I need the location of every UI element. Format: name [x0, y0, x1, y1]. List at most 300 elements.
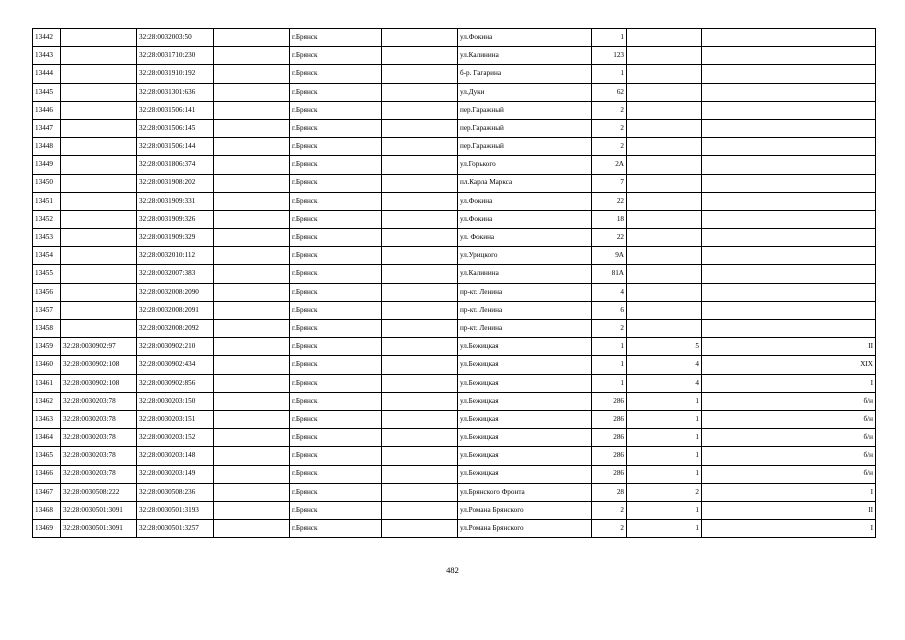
empty-cell — [214, 265, 290, 283]
city-cell: г.Брянск — [290, 247, 382, 265]
premises-number-cell — [702, 47, 876, 65]
table-row — [33, 192, 876, 210]
cadastral-number-cell: 32:28:0030902:210 — [137, 338, 214, 356]
parent-cadastral-cell — [61, 47, 137, 65]
floor-cell — [627, 301, 702, 319]
premises-number-cell — [702, 229, 876, 247]
house-number-cell: 2 — [592, 501, 627, 519]
house-number-cell: 18 — [592, 210, 627, 228]
premises-number-cell — [702, 101, 876, 119]
premises-number-cell: I — [702, 374, 876, 392]
cadastral-number-cell: 32:28:0030501:3257 — [137, 520, 214, 538]
empty-cell — [214, 465, 290, 483]
street-cell: пер.Гаражный — [458, 138, 592, 156]
street-cell: ул.Бежицкая — [458, 356, 592, 374]
empty-cell — [382, 210, 458, 228]
row-number-cell: 13458 — [33, 320, 61, 338]
table-row — [33, 174, 876, 192]
premises-number-cell — [702, 156, 876, 174]
street-cell: ул.Бежицкая — [458, 429, 592, 447]
parent-cadastral-cell: 32:28:0030203:78 — [61, 392, 137, 410]
premises-number-cell — [702, 192, 876, 210]
city-cell: г.Брянск — [290, 465, 382, 483]
city-cell: г.Брянск — [290, 119, 382, 137]
street-cell: ул.Брянского Фронта — [458, 483, 592, 501]
house-number-cell: 28 — [592, 483, 627, 501]
house-number-cell: 1 — [592, 29, 627, 47]
house-number-cell: 1 — [592, 374, 627, 392]
row-number-cell: 13451 — [33, 192, 61, 210]
row-number-cell: 13462 — [33, 392, 61, 410]
empty-cell — [382, 156, 458, 174]
cadastral-number-cell: 32:28:0030902:856 — [137, 374, 214, 392]
floor-cell — [627, 229, 702, 247]
empty-cell — [382, 247, 458, 265]
empty-cell — [214, 501, 290, 519]
floor-cell: 1 — [627, 465, 702, 483]
house-number-cell: 286 — [592, 429, 627, 447]
street-cell: б-р. Гагарина — [458, 65, 592, 83]
city-cell: г.Брянск — [290, 65, 382, 83]
cadastral-number-cell: 32:28:0030203:149 — [137, 465, 214, 483]
empty-cell — [382, 174, 458, 192]
street-cell: пл.Карла Маркса — [458, 174, 592, 192]
parent-cadastral-cell — [61, 283, 137, 301]
register-table — [32, 28, 876, 538]
city-cell: г.Брянск — [290, 83, 382, 101]
row-number-cell: 13444 — [33, 65, 61, 83]
row-number-cell: 13468 — [33, 501, 61, 519]
parent-cadastral-cell: 32:28:0030203:78 — [61, 429, 137, 447]
parent-cadastral-cell — [61, 101, 137, 119]
parent-cadastral-cell — [61, 119, 137, 137]
table-row — [33, 283, 876, 301]
house-number-cell: 4 — [592, 283, 627, 301]
cadastral-number-cell: 32:28:0032008:2090 — [137, 283, 214, 301]
premises-number-cell: XIX — [702, 356, 876, 374]
house-number-cell: 6 — [592, 301, 627, 319]
parent-cadastral-cell — [61, 301, 137, 319]
premises-number-cell — [702, 138, 876, 156]
premises-number-cell — [702, 301, 876, 319]
parent-cadastral-cell — [61, 265, 137, 283]
street-cell: ул. Фокина — [458, 229, 592, 247]
city-cell: г.Брянск — [290, 229, 382, 247]
city-cell: г.Брянск — [290, 320, 382, 338]
empty-cell — [382, 465, 458, 483]
street-cell: пер.Гаражный — [458, 119, 592, 137]
city-cell: г.Брянск — [290, 101, 382, 119]
premises-number-cell — [702, 320, 876, 338]
city-cell: г.Брянск — [290, 520, 382, 538]
floor-cell — [627, 83, 702, 101]
street-cell: ул.Романа Брянского — [458, 501, 592, 519]
parent-cadastral-cell: 32:28:0030902:97 — [61, 338, 137, 356]
table-row — [33, 501, 876, 519]
parent-cadastral-cell: 32:28:0030203:78 — [61, 410, 137, 428]
empty-cell — [214, 29, 290, 47]
floor-cell: 4 — [627, 356, 702, 374]
empty-cell — [214, 301, 290, 319]
row-number-cell: 13446 — [33, 101, 61, 119]
cadastral-number-cell: 32:28:0031301:636 — [137, 83, 214, 101]
house-number-cell: 123 — [592, 47, 627, 65]
table-row — [33, 301, 876, 319]
empty-cell — [382, 483, 458, 501]
house-number-cell: 22 — [592, 229, 627, 247]
floor-cell: 1 — [627, 520, 702, 538]
parent-cadastral-cell — [61, 192, 137, 210]
floor-cell — [627, 156, 702, 174]
city-cell: г.Брянск — [290, 501, 382, 519]
premises-number-cell — [702, 210, 876, 228]
empty-cell — [214, 410, 290, 428]
premises-number-cell: б/н — [702, 465, 876, 483]
parent-cadastral-cell — [61, 83, 137, 101]
table-row — [33, 156, 876, 174]
house-number-cell: 2 — [592, 520, 627, 538]
table-row — [33, 447, 876, 465]
empty-cell — [382, 501, 458, 519]
floor-cell — [627, 265, 702, 283]
table-row — [33, 520, 876, 538]
floor-cell — [627, 247, 702, 265]
premises-number-cell: I — [702, 520, 876, 538]
floor-cell: 1 — [627, 392, 702, 410]
parent-cadastral-cell: 32:28:0030902:108 — [61, 356, 137, 374]
premises-number-cell — [702, 174, 876, 192]
empty-cell — [382, 47, 458, 65]
table-row — [33, 356, 876, 374]
house-number-cell: 286 — [592, 392, 627, 410]
empty-cell — [214, 356, 290, 374]
empty-cell — [382, 356, 458, 374]
table-row — [33, 483, 876, 501]
row-number-cell: 13457 — [33, 301, 61, 319]
empty-cell — [214, 429, 290, 447]
row-number-cell: 13459 — [33, 338, 61, 356]
floor-cell: 1 — [627, 501, 702, 519]
house-number-cell: 2 — [592, 101, 627, 119]
house-number-cell: 81А — [592, 265, 627, 283]
empty-cell — [382, 192, 458, 210]
empty-cell — [214, 320, 290, 338]
empty-cell — [214, 174, 290, 192]
empty-cell — [214, 392, 290, 410]
cadastral-number-cell: 32:28:0031506:144 — [137, 138, 214, 156]
house-number-cell: 9А — [592, 247, 627, 265]
register-rows — [33, 29, 876, 538]
house-number-cell: 7 — [592, 174, 627, 192]
row-number-cell: 13449 — [33, 156, 61, 174]
parent-cadastral-cell: 32:28:0030203:78 — [61, 465, 137, 483]
house-number-cell: 1 — [592, 338, 627, 356]
city-cell: г.Брянск — [290, 283, 382, 301]
row-number-cell: 13442 — [33, 29, 61, 47]
parent-cadastral-cell — [61, 156, 137, 174]
cadastral-number-cell: 32:28:0032010:112 — [137, 247, 214, 265]
premises-number-cell — [702, 83, 876, 101]
empty-cell — [214, 83, 290, 101]
cadastral-number-cell: 32:28:0031909:331 — [137, 192, 214, 210]
house-number-cell: 286 — [592, 410, 627, 428]
street-cell: ул.Урицкого — [458, 247, 592, 265]
parent-cadastral-cell — [61, 174, 137, 192]
row-number-cell: 13467 — [33, 483, 61, 501]
premises-number-cell: I — [702, 483, 876, 501]
empty-cell — [382, 83, 458, 101]
parent-cadastral-cell — [61, 247, 137, 265]
street-cell: ул.Фокина — [458, 210, 592, 228]
house-number-cell: 286 — [592, 465, 627, 483]
empty-cell — [214, 138, 290, 156]
row-number-cell: 13443 — [33, 47, 61, 65]
cadastral-number-cell: 32:28:0030203:152 — [137, 429, 214, 447]
parent-cadastral-cell — [61, 65, 137, 83]
row-number-cell: 13448 — [33, 138, 61, 156]
city-cell: г.Брянск — [290, 429, 382, 447]
register-sheet — [32, 28, 875, 538]
city-cell: г.Брянск — [290, 392, 382, 410]
row-number-cell: 13452 — [33, 210, 61, 228]
table-row — [33, 265, 876, 283]
house-number-cell: 1 — [592, 356, 627, 374]
floor-cell — [627, 65, 702, 83]
cadastral-number-cell: 32:28:0030501:3193 — [137, 501, 214, 519]
floor-cell — [627, 119, 702, 137]
cadastral-number-cell: 32:28:0031909:329 — [137, 229, 214, 247]
empty-cell — [214, 520, 290, 538]
city-cell: г.Брянск — [290, 156, 382, 174]
floor-cell — [627, 283, 702, 301]
city-cell: г.Брянск — [290, 174, 382, 192]
premises-number-cell: II — [702, 501, 876, 519]
street-cell: ул.Калинина — [458, 265, 592, 283]
cadastral-number-cell: 32:28:0031506:141 — [137, 101, 214, 119]
row-number-cell: 13447 — [33, 119, 61, 137]
premises-number-cell: II — [702, 338, 876, 356]
empty-cell — [382, 410, 458, 428]
empty-cell — [214, 192, 290, 210]
empty-cell — [382, 320, 458, 338]
floor-cell — [627, 29, 702, 47]
parent-cadastral-cell — [61, 29, 137, 47]
parent-cadastral-cell — [61, 229, 137, 247]
parent-cadastral-cell — [61, 138, 137, 156]
house-number-cell: 1 — [592, 65, 627, 83]
house-number-cell: 62 — [592, 83, 627, 101]
table-row — [33, 101, 876, 119]
row-number-cell: 13469 — [33, 520, 61, 538]
cadastral-number-cell: 32:28:0032008:2092 — [137, 320, 214, 338]
row-number-cell: 13466 — [33, 465, 61, 483]
cadastral-number-cell: 32:28:0030508:236 — [137, 483, 214, 501]
empty-cell — [214, 119, 290, 137]
empty-cell — [214, 65, 290, 83]
city-cell: г.Брянск — [290, 374, 382, 392]
table-row — [33, 47, 876, 65]
empty-cell — [214, 283, 290, 301]
street-cell: ул.Бежицкая — [458, 338, 592, 356]
house-number-cell: 2 — [592, 320, 627, 338]
table-row — [33, 338, 876, 356]
street-cell: ул.Горького — [458, 156, 592, 174]
premises-number-cell — [702, 283, 876, 301]
table-row — [33, 410, 876, 428]
empty-cell — [382, 29, 458, 47]
empty-cell — [382, 119, 458, 137]
street-cell: пр-кт. Ленина — [458, 301, 592, 319]
premises-number-cell: б/н — [702, 429, 876, 447]
premises-number-cell — [702, 265, 876, 283]
empty-cell — [382, 520, 458, 538]
floor-cell: 4 — [627, 374, 702, 392]
empty-cell — [382, 429, 458, 447]
floor-cell: 1 — [627, 429, 702, 447]
street-cell: ул.Фокина — [458, 29, 592, 47]
empty-cell — [214, 338, 290, 356]
table-row — [33, 65, 876, 83]
row-number-cell: 13454 — [33, 247, 61, 265]
floor-cell — [627, 138, 702, 156]
city-cell: г.Брянск — [290, 410, 382, 428]
street-cell: ул.Бежицкая — [458, 392, 592, 410]
cadastral-number-cell: 32:28:0031908:202 — [137, 174, 214, 192]
cadastral-number-cell: 32:28:0030203:148 — [137, 447, 214, 465]
street-cell: ул.Романа Брянского — [458, 520, 592, 538]
city-cell: г.Брянск — [290, 138, 382, 156]
cadastral-number-cell: 32:28:0031710:230 — [137, 47, 214, 65]
table-row — [33, 138, 876, 156]
street-cell: пер.Гаражный — [458, 101, 592, 119]
floor-cell — [627, 101, 702, 119]
empty-cell — [214, 101, 290, 119]
empty-cell — [214, 447, 290, 465]
house-number-cell: 2 — [592, 119, 627, 137]
empty-cell — [214, 247, 290, 265]
premises-number-cell: б/н — [702, 392, 876, 410]
house-number-cell: 22 — [592, 192, 627, 210]
house-number-cell: 2 — [592, 138, 627, 156]
cadastral-number-cell: 32:28:0032008:2091 — [137, 301, 214, 319]
city-cell: г.Брянск — [290, 356, 382, 374]
premises-number-cell: б/н — [702, 447, 876, 465]
parent-cadastral-cell: 32:28:0030501:3091 — [61, 520, 137, 538]
premises-number-cell — [702, 29, 876, 47]
city-cell: г.Брянск — [290, 338, 382, 356]
street-cell: ул.Бежицкая — [458, 447, 592, 465]
city-cell: г.Брянск — [290, 192, 382, 210]
empty-cell — [382, 265, 458, 283]
premises-number-cell: б/н — [702, 410, 876, 428]
cadastral-number-cell: 32:28:0030203:150 — [137, 392, 214, 410]
empty-cell — [214, 229, 290, 247]
floor-cell — [627, 210, 702, 228]
street-cell: пр-кт. Ленина — [458, 320, 592, 338]
cadastral-number-cell: 32:28:0031806:374 — [137, 156, 214, 174]
empty-cell — [382, 138, 458, 156]
floor-cell — [627, 192, 702, 210]
table-row — [33, 374, 876, 392]
row-number-cell: 13461 — [33, 374, 61, 392]
cadastral-number-cell: 32:28:0030902:434 — [137, 356, 214, 374]
cadastral-number-cell: 32:28:0032003:50 — [137, 29, 214, 47]
city-cell: г.Брянск — [290, 447, 382, 465]
parent-cadastral-cell — [61, 210, 137, 228]
parent-cadastral-cell: 32:28:0030902:108 — [61, 374, 137, 392]
house-number-cell: 286 — [592, 447, 627, 465]
row-number-cell: 13464 — [33, 429, 61, 447]
empty-cell — [382, 338, 458, 356]
table-row — [33, 320, 876, 338]
floor-cell: 5 — [627, 338, 702, 356]
parent-cadastral-cell — [61, 320, 137, 338]
row-number-cell: 13460 — [33, 356, 61, 374]
house-number-cell: 2А — [592, 156, 627, 174]
premises-number-cell — [702, 247, 876, 265]
parent-cadastral-cell: 32:28:0030508:222 — [61, 483, 137, 501]
floor-cell — [627, 320, 702, 338]
floor-cell — [627, 47, 702, 65]
empty-cell — [382, 301, 458, 319]
city-cell: г.Брянск — [290, 483, 382, 501]
empty-cell — [214, 483, 290, 501]
cadastral-number-cell: 32:28:0031909:326 — [137, 210, 214, 228]
city-cell: г.Брянск — [290, 29, 382, 47]
page-number: 482 — [446, 565, 459, 575]
empty-cell — [382, 447, 458, 465]
cadastral-number-cell: 32:28:0030203:151 — [137, 410, 214, 428]
empty-cell — [382, 283, 458, 301]
street-cell: ул.Калинина — [458, 47, 592, 65]
empty-cell — [214, 374, 290, 392]
row-number-cell: 13445 — [33, 83, 61, 101]
row-number-cell: 13463 — [33, 410, 61, 428]
city-cell: г.Брянск — [290, 210, 382, 228]
floor-cell: 1 — [627, 447, 702, 465]
cadastral-number-cell: 32:28:0031910:192 — [137, 65, 214, 83]
city-cell: г.Брянск — [290, 265, 382, 283]
table-row — [33, 465, 876, 483]
floor-cell: 2 — [627, 483, 702, 501]
street-cell: пр-кт. Ленина — [458, 283, 592, 301]
cadastral-number-cell: 32:28:0032007:383 — [137, 265, 214, 283]
street-cell: ул.Фокина — [458, 192, 592, 210]
premises-number-cell — [702, 119, 876, 137]
street-cell: ул.Бежицкая — [458, 374, 592, 392]
row-number-cell: 13453 — [33, 229, 61, 247]
empty-cell — [382, 392, 458, 410]
empty-cell — [382, 101, 458, 119]
row-number-cell: 13450 — [33, 174, 61, 192]
row-number-cell: 13465 — [33, 447, 61, 465]
parent-cadastral-cell: 32:28:0030501:3091 — [61, 501, 137, 519]
street-cell: ул.Дуки — [458, 83, 592, 101]
parent-cadastral-cell: 32:28:0030203:78 — [61, 447, 137, 465]
table-row — [33, 429, 876, 447]
table-row — [33, 392, 876, 410]
floor-cell: 1 — [627, 410, 702, 428]
premises-number-cell — [702, 65, 876, 83]
street-cell: ул.Бежицкая — [458, 465, 592, 483]
empty-cell — [214, 156, 290, 174]
empty-cell — [382, 374, 458, 392]
empty-cell — [382, 229, 458, 247]
empty-cell — [382, 65, 458, 83]
floor-cell — [627, 174, 702, 192]
street-cell: ул.Бежицкая — [458, 410, 592, 428]
cadastral-number-cell: 32:28:0031506:145 — [137, 119, 214, 137]
